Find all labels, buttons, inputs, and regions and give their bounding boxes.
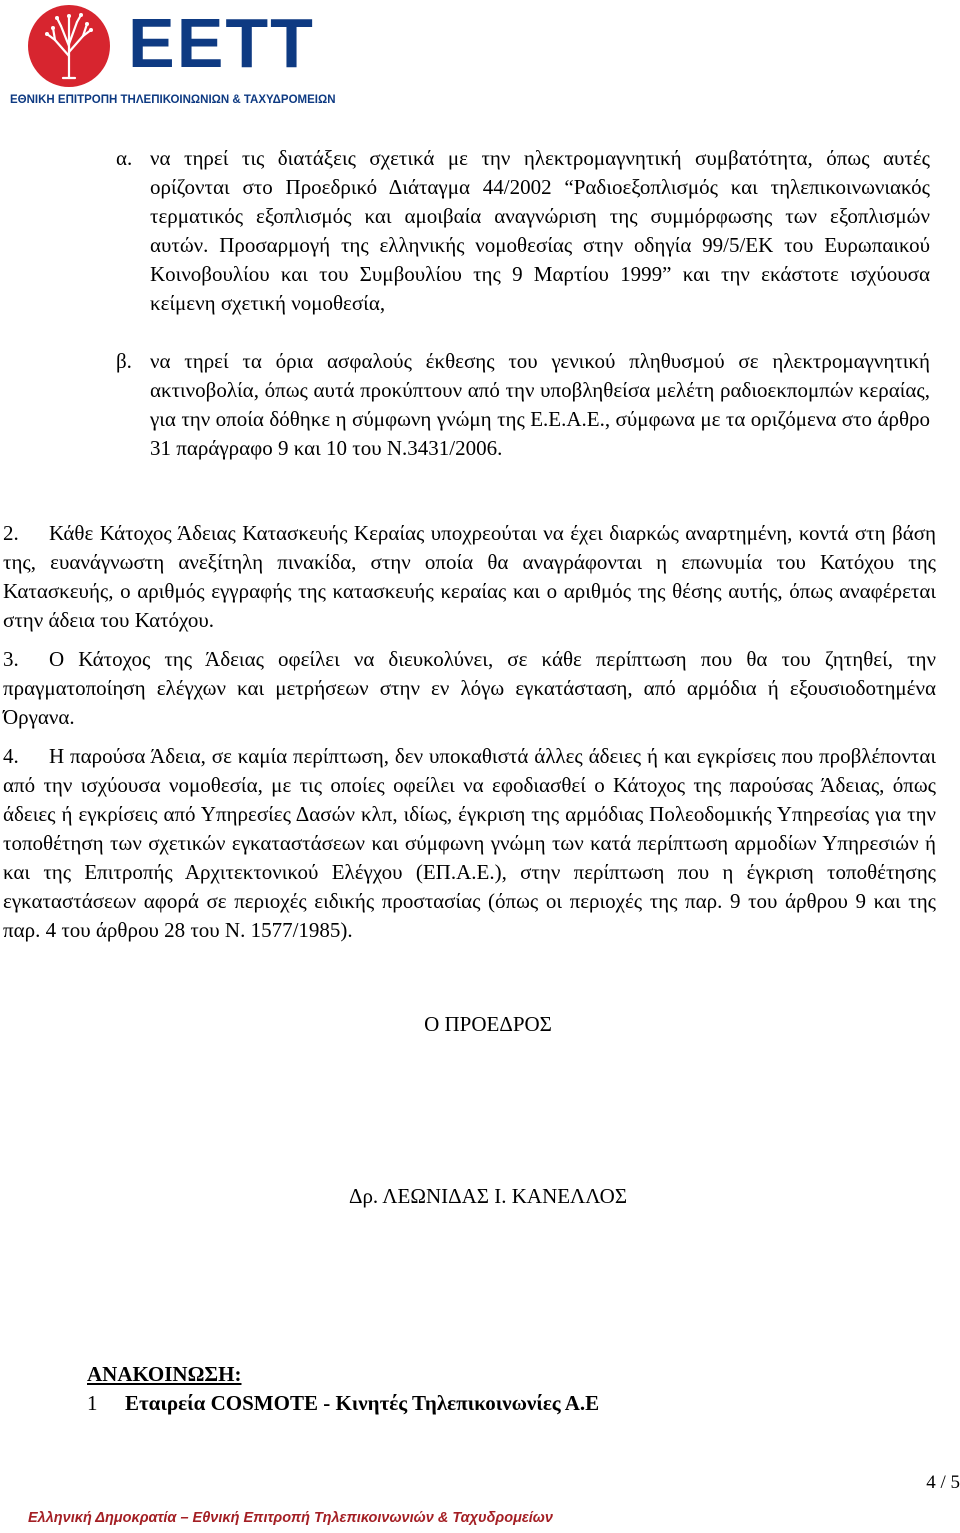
signature-title: Ο ΠΡΟΕΔΡΟΣ xyxy=(424,1012,552,1036)
list-marker: α. xyxy=(116,146,133,170)
paragraph-number: 3. xyxy=(3,647,19,671)
signature-name: Δρ. ΛΕΩΝΙΔΑΣ Ι. ΚΑΝΕΛΛΟΣ xyxy=(348,1184,628,1208)
list-marker: β. xyxy=(116,349,132,373)
list-item-a xyxy=(116,144,930,318)
paragraph-text: Κάθε Κάτοχος Άδειας Κατασκευής Κεραίας υποχρεούται να έχει διαρκώς αναρτημένη, κοντά στη βάση της, ευανάγνωστη ανεξίτηλη πινακίδα, στην οποία θα αναγράφονται η επωνυμία του Κατόχου της Κατασκευής, ο αριθμός εγγραφής της κατασκευής κεραίας και ο αριθμός της θέσης αυτής, όπως αναφέρεται στην άδεια του Κατόχου. xyxy=(3,521,936,632)
list-item-b xyxy=(116,347,930,463)
list-item-text: να τηρεί τα όρια ασφαλούς έκθεσης του γενικού πληθυσμού σε ηλεκτρομαγνητική ακτινοβολία, όπως αυτά προκύπτουν από την υποβληθείσα μελέτη ραδιοεκπομπών κεραίας, για την οποία δόθηκε η σύμφωνη γνώμη της Ε.Ε.Α.Ε., σύμφωνα με τα οριζόμενα στο άρθρο 31 παράγραφο 9 και 10 του Ν.3431/2006. xyxy=(150,349,930,460)
logo-subtitle: ΕΘΝΙΚΗ ΕΠΙΤΡΟΠΗ ΤΗΛΕΠΙΚΟΙΝΩΝΙΩΝ & ΤΑΧΥΔΡΟΜΕΙΩΝ xyxy=(10,94,336,106)
footer-text: Ελληνική Δημοκρατία – Εθνική Επιτροπή Τηλεπικοινωνιών & Ταχυδρομείων xyxy=(28,1510,553,1526)
tree-in-circle-logo-icon xyxy=(27,4,111,88)
eett-logo xyxy=(10,4,336,108)
page-number: 4 / 5 xyxy=(926,1472,960,1493)
notice-heading: ΑΝΑΚΟΙΝΩΣΗ: xyxy=(87,1362,242,1386)
notice-item-text: Εταιρεία COSMOTE - Κινητές Τηλεπικοινωνίες Α.Ε xyxy=(125,1391,600,1415)
paragraph-3 xyxy=(3,645,936,732)
notice-item-number: 1 xyxy=(87,1391,98,1415)
paragraph-text: Η παρούσα Άδεια, σε καμία περίπτωση, δεν υποκαθιστά άλλες άδειες ή και εγκρίσεις που προβλέπονται από την ισχύουσα νομοθεσία, με τις οποίες οφείλει να εφοδιασθεί ο Κάτοχος της παρούσας Άδειας, όπως άδειες ή εγκρίσεις από Υπηρεσίες Δασών κλπ, ιδίως, έγκριση της αρμόδιας Πολεοδομικής Υπηρεσίας για την τοποθέτηση των σχετικών εγκαταστάσεων και σύμφωνη γνώμη των κατά περίπτωση αρμοδίων Υπηρεσιών ή και της Επιτροπής Αρχιτεκτονικού Ελέγχου (ΕΠ.Α.Ε.), στην περίπτωση που η έγκριση τοποθέτησης εγκαταστάσεων αφορά σε περιοχές ειδικής προστασίας (όπως οι περιοχές της παρ. 9 του άρθρου 9 και της παρ. 4 του άρθρου 28 του Ν. 1577/1985). xyxy=(3,744,936,942)
paragraph-4 xyxy=(3,742,936,945)
paragraph-text: Ο Κάτοχος της Άδειας οφείλει να διευκολύνει, σε κάθε περίπτωση που θα του ζητηθεί, την πραγματοποίηση ελέγχων και μετρήσεων στην εν λόγω εγκατάσταση, από αρμόδια ή εξουσιοδοτημένα Όργανα. xyxy=(3,647,936,729)
notice-item xyxy=(87,1389,599,1418)
paragraph-number: 2. xyxy=(3,521,19,545)
logo-wordmark: ΕΕΤΤ xyxy=(128,4,315,82)
paragraph-number: 4. xyxy=(3,744,19,768)
list-item-text: να τηρεί τις διατάξεις σχετικά με την ηλεκτρομαγνητική συμβατότητα, όπως αυτές ορίζονται στο Προεδρικό Διάταγμα 44/2002 “Ραδιοεξοπλισμός και τηλεπικοινωνιακός τερματικός εξοπλισμός και αμοιβαία αναγνώριση της συμμόρφωσης των εξοπλισμών αυτών. Προσαρμογή της ελληνικής νομοθεσίας στην οδηγία 99/5/ΕΚ του Ευρωπαικού Κοινοβουλίου και του Συμβουλίου της 9 Μαρτίου 1999” και την εκάστοτε ισχύουσα κείμενη σχετική νομοθεσία, xyxy=(150,146,930,315)
paragraph-2 xyxy=(3,519,936,635)
